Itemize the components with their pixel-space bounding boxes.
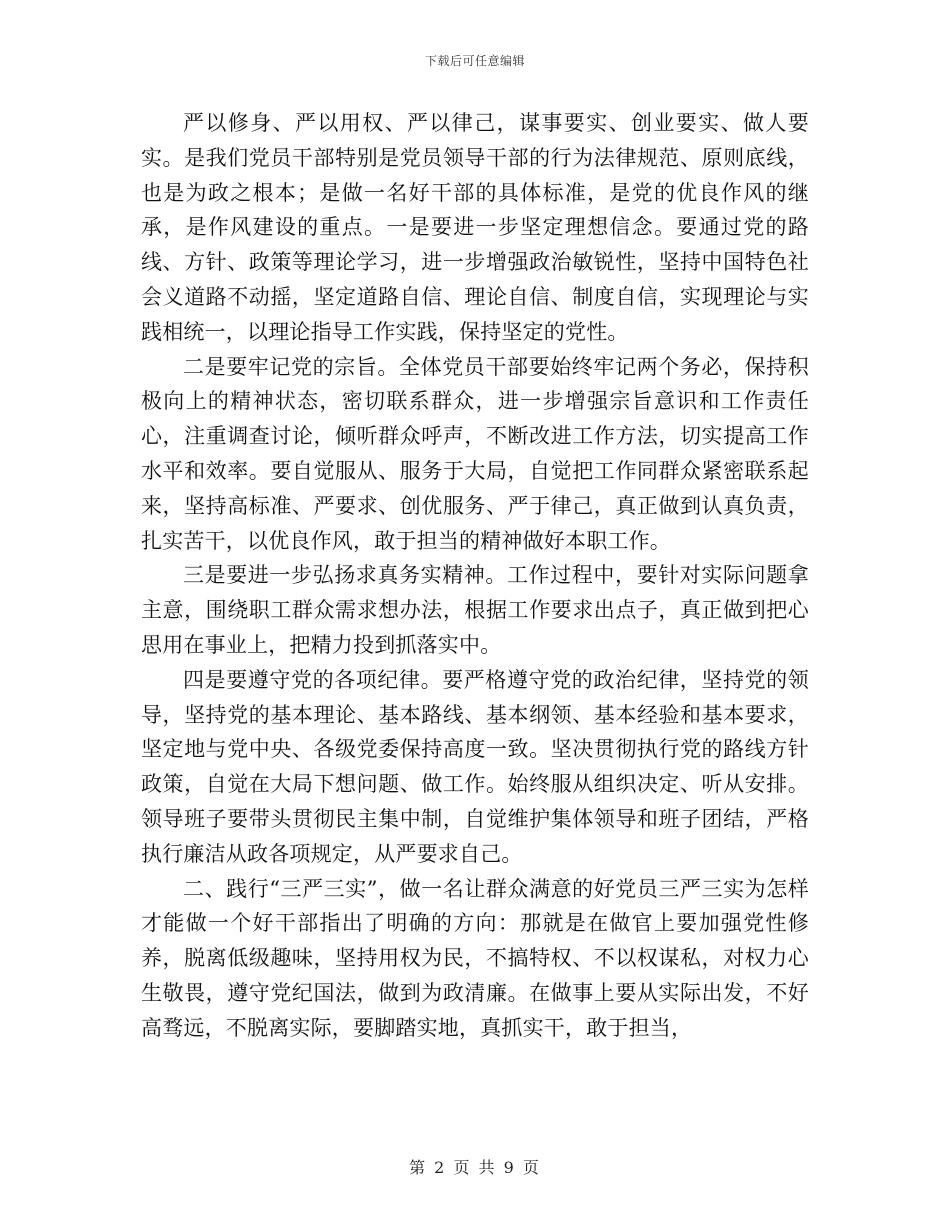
paragraph-5: 二、践行“三严三实”，做一名让群众满意的好党员三严三实为怎样才能做一个好干部指出了明确的方向：那就是在做官上要加强党性修养，脱离低级趣味，坚持用权为民，不搞特权、不以权谋私，对权力心生敬畏，遵守党纪国法，做到为政清廉。在做事上要从实际出发，不好高骛远，不脱离实际，要脚踏实地，真抓实干，敢于担当， xyxy=(141,876,809,1040)
page-number-footer: 第 2 页 共 9 页 xyxy=(409,1158,541,1177)
document-body xyxy=(141,106,809,1046)
paragraph-3: 三是要进一步弘扬求真务实精神。工作过程中，要针对实际问题拿主意，围绕职工群众需求想办法，根据工作要求出点子，真正做到把心思用在事业上，把精力投到抓落实中。 xyxy=(141,563,809,657)
paragraph-1: 严以修身、严以用权、严以律己，谋事要实、创业要实、做人要实。是我们党员干部特别是党员领导干部的行为法律规范、原则底线，也是为政之根本；是做一名好干部的具体标准，是党的优良作风的继承，是作风建设的重点。一是要进一步坚定理想信念。要通过党的路线、方针、政策等理论学习，进一步增强政治敏锐性，坚持中国特色社会义道路不动摇，坚定道路自信、理论自信、制度自信，实现理论与实践相统一，以理论指导工作实践，保持坚定的党性。 xyxy=(141,111,809,344)
paragraph-2: 二是要牢记党的宗旨。全体党员干部要始终牢记两个务必，保持积极向上的精神状态，密切联系群众，进一步增强宗旨意识和工作责任心，注重调查讨论，倾听群众呼声，不断改进工作方法，切实提高工作水平和效率。要自觉服从、服务于大局，自觉把工作同群众紧密联系起来，坚持高标准、严要求、创优服务、严于律己，真正做到认真负责，扎实苦干，以优良作风，敢于担当的精神做好本职工作。 xyxy=(141,354,809,553)
page-header: 下载后可任意编辑 xyxy=(424,54,525,68)
paragraph-4: 四是要遵守党的各项纪律。要严格遵守党的政治纪律，坚持党的领导，坚持党的基本理论、基本路线、基本纲领、基本经验和基本要求，坚定地与党中央、各级党委保持高度一致。坚决贯彻执行党的路线方针政策，自觉在大局下想问题、做工作。始终服从组织决定、听从安排。领导班子要带头贯彻民主集中制，自觉维护集体领导和班子团结，严格执行廉洁从政各项规定，从严要求自己。 xyxy=(141,667,809,866)
